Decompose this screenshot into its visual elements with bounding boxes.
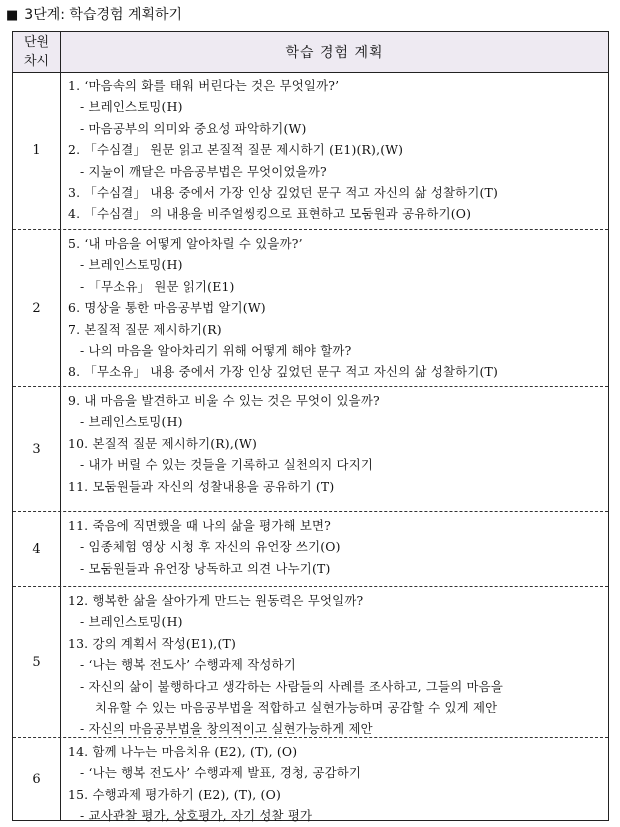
activity-item: 8. 「무소유」 내용 중에서 가장 인상 깊었던 문구 적고 자신의 삶 성찰하기(T) (68, 364, 499, 380)
lesson-number: 5 (13, 587, 61, 737)
section-title-text: 3단계: 학습경험 계획하기 (24, 7, 183, 23)
activity-subitem: - 교사관찰 평가, 상호평가, 자기 성찰 평가 (80, 808, 313, 824)
activity-subitem: 치유할 수 있는 마음공부법을 적합하고 실현가능하며 공감할 수 있게 제안 (95, 699, 498, 715)
activity-item: 10. 본질적 질문 제시하기(R),(W) (68, 435, 257, 451)
activity-subitem: - 지눌이 깨달은 마음공부법은 무엇이었을까? (80, 163, 327, 179)
activity-item: 3. 「수심결」 내용 중에서 가장 인상 깊었던 문구 적고 자신의 삶 성찰하기(T) (68, 184, 499, 200)
activity-item: 12. 행복한 삶을 살아가게 만드는 원동력은 무엇일까? (68, 593, 364, 608)
lesson-plan-table (12, 31, 609, 824)
header-lesson-label: 차시 (23, 54, 50, 69)
lesson-activities (61, 738, 608, 824)
activity-subitem: - 내가 버릴 수 있는 것들을 기록하고 실천의지 다지기 (80, 457, 374, 473)
activity-subitem: - 브레인스토밍(H) (80, 99, 183, 115)
table-row (13, 72, 608, 229)
header-unit-label: 단원 (23, 35, 50, 50)
table-row (13, 586, 608, 737)
activity-subitem: - 브레인스토밍(H) (80, 614, 183, 630)
lesson-activities (61, 72, 608, 229)
lesson-number: 3 (13, 387, 61, 511)
activity-subitem: - 나의 마음을 알아차리기 위해 어떻게 해야 할까? (80, 342, 352, 358)
activity-subitem: - 브레인스토밍(H) (80, 257, 183, 273)
lesson-activities (61, 230, 608, 386)
activity-subitem: - 임종체험 영상 시청 후 자신의 유언장 쓰기(O) (80, 539, 341, 555)
activity-item: 5. ‘내 마음을 어떻게 알아차릴 수 있을까?’ (68, 236, 303, 251)
activity-subitem: - 모둠원들과 유언장 낭독하고 의견 나누기(T) (80, 560, 331, 576)
lesson-number: 2 (13, 230, 61, 386)
table-row (13, 229, 608, 386)
table-row (13, 511, 608, 586)
activity-subitem: - 마음공부의 의미와 중요성 파악하기(W) (80, 120, 307, 136)
activity-item: 7. 본질적 질문 제시하기(R) (68, 321, 222, 337)
activity-subitem: - ‘나는 행복 전도사’ 수행과제 발표, 경청, 공감하기 (80, 765, 362, 781)
activity-item: 14. 함께 나누는 마음치유 (E2), (T), (O) (68, 744, 298, 759)
lesson-number: 6 (13, 738, 61, 820)
activity-subitem: - 자신의 삶이 불행하다고 생각하는 사람들의 사례를 조사하고, 그들의 마음을 (80, 678, 504, 694)
lesson-number: 1 (13, 72, 61, 229)
lesson-activities (61, 587, 608, 737)
activity-subitem: - ‘나는 행복 전도사’ 수행과제 작성하기 (80, 657, 296, 673)
activity-subitem: - 자신의 마음공부법을 창의적이고 실현가능하게 제안 (80, 721, 373, 737)
activity-item: 15. 수행과제 평가하기 (E2), (T), (O) (68, 786, 281, 802)
activity-subitem: - 브레인스토밍(H) (80, 414, 183, 430)
activity-item: 6. 명상을 통한 마음공부법 알기(W) (68, 300, 266, 316)
lesson-activities (61, 512, 608, 586)
header-unit-lesson (13, 32, 61, 72)
table-header (13, 32, 608, 73)
lesson-number: 4 (13, 512, 61, 586)
activity-item: 9. 내 마음을 발견하고 비울 수 있는 것은 무엇이 있을까? (68, 393, 380, 408)
activity-item: 11. 죽음에 직면했을 때 나의 삶을 평가해 보면? (68, 518, 331, 533)
section-title (6, 4, 182, 26)
activity-item: 13. 강의 계획서 작성(E1),(T) (68, 635, 236, 651)
square-bullet-icon: ■ (6, 8, 19, 23)
lesson-activities (61, 387, 608, 511)
header-plan-label: 학습 경험 계획 (285, 45, 384, 61)
table-row (13, 737, 608, 824)
activity-subitem: - 「무소유」 원문 읽기(E1) (80, 278, 235, 294)
activity-item: 1. ‘마음속의 화를 태워 버린다는 것은 무엇일까?’ (68, 78, 340, 93)
activity-item: 2. 「수심결」 원문 읽고 본질적 질문 제시하기 (E1)(R),(W) (68, 142, 404, 158)
activity-item: 11. 모둠원들과 자신의 성찰내용을 공유하기 (T) (68, 478, 335, 494)
table-row (13, 386, 608, 511)
activity-item: 4. 「수심결」 의 내용을 비주얼씽킹으로 표현하고 모둠원과 공유하기(O) (68, 206, 472, 222)
